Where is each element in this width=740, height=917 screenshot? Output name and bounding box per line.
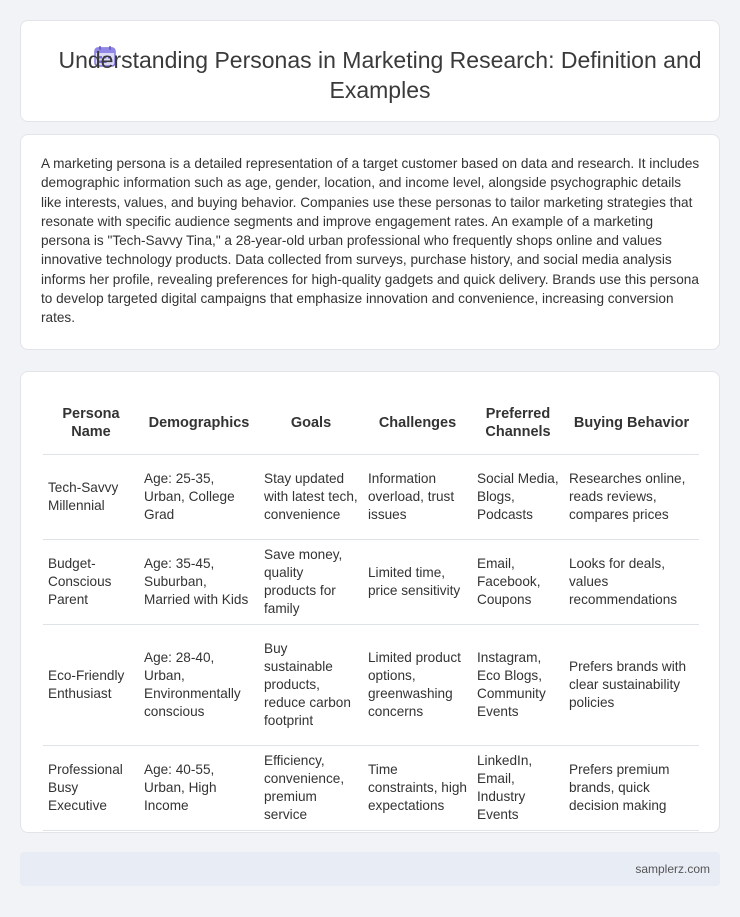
- footer-bar: [20, 852, 720, 886]
- footer-site-link[interactable]: samplerz.com: [635, 862, 710, 876]
- cell-persona-name: Eco-Friendly Enthusiast: [43, 624, 139, 745]
- table-row: [43, 624, 699, 745]
- table-row: [43, 454, 699, 539]
- cell-challenges: Limited product options, greenwashing concerns: [363, 624, 472, 745]
- header-preferred-channels: Preferred Channels: [472, 392, 564, 454]
- table-card: [20, 371, 720, 833]
- cell-goals: Save money, quality products for family: [259, 539, 363, 624]
- header-buying-behavior: Buying Behavior: [564, 392, 699, 454]
- cell-preferred-channels: Social Media, Blogs, Podcasts: [472, 454, 564, 539]
- table-header-row: [43, 392, 699, 454]
- table-row: [43, 539, 699, 624]
- cell-demographics: Age: 35-45, Suburban, Married with Kids: [139, 539, 259, 624]
- title-card: [20, 20, 720, 122]
- cell-persona-name: Professional Busy Executive: [43, 745, 139, 830]
- cell-demographics: Age: 25-35, Urban, College Grad: [139, 454, 259, 539]
- cell-buying-behavior: Prefers brands with clear sustainability policies: [564, 624, 699, 745]
- cell-challenges: Information overload, trust issues: [363, 454, 472, 539]
- page-title: Understanding Personas in Marketing Research: Definition and Examples: [58, 47, 702, 103]
- cell-demographics: Age: 40-55, Urban, High Income: [139, 745, 259, 830]
- cell-challenges: Time constraints, high expectations: [363, 745, 472, 830]
- cell-challenges: Limited time, price sensitivity: [363, 539, 472, 624]
- cell-persona-name: Tech-Savvy Millennial: [43, 454, 139, 539]
- cell-goals: Stay updated with latest tech, convenience: [259, 454, 363, 539]
- cell-buying-behavior: Looks for deals, values recommendations: [564, 539, 699, 624]
- cell-demographics: Age: 28-40, Urban, Environmentally conscious: [139, 624, 259, 745]
- header-challenges: Challenges: [363, 392, 472, 454]
- cell-preferred-channels: LinkedIn, Email, Industry Events: [472, 745, 564, 830]
- cell-goals: Efficiency, convenience, premium service: [259, 745, 363, 830]
- intro-paragraph: A marketing persona is a detailed representation of a target customer based on data and research. It includes demographic information such as age, gender, location, and income level, alongside psychographic details like interests, values, and buying behavior. Companies use these personas to tailor marketing strategies that resonate with specific audience segments and improve engagement rates. An example of a marketing persona is "Tech-Savvy Tina," a 28-year-old urban professional who frequently shops online and values innovative technology products. Data collected from surveys, purchase history, and social media analysis informs her profile, revealing preferences for high-quality gadgets and quick delivery. Brands use this persona to develop targeted digital campaigns that emphasize innovation and convenience, increasing conversion rates.: [41, 156, 700, 326]
- cell-preferred-channels: Instagram, Eco Blogs, Community Events: [472, 624, 564, 745]
- persona-table: [43, 392, 699, 831]
- cell-persona-name: Budget-Conscious Parent: [43, 539, 139, 624]
- cell-preferred-channels: Email, Facebook, Coupons: [472, 539, 564, 624]
- table-row: [43, 745, 699, 830]
- cell-buying-behavior: Researches online, reads reviews, compares prices: [564, 454, 699, 539]
- header-demographics: Demographics: [139, 392, 259, 454]
- cell-buying-behavior: Prefers premium brands, quick decision making: [564, 745, 699, 830]
- header-goals: Goals: [259, 392, 363, 454]
- header-persona-name: Persona Name: [43, 392, 139, 454]
- cell-goals: Buy sustainable products, reduce carbon footprint: [259, 624, 363, 745]
- intro-card: [20, 134, 720, 350]
